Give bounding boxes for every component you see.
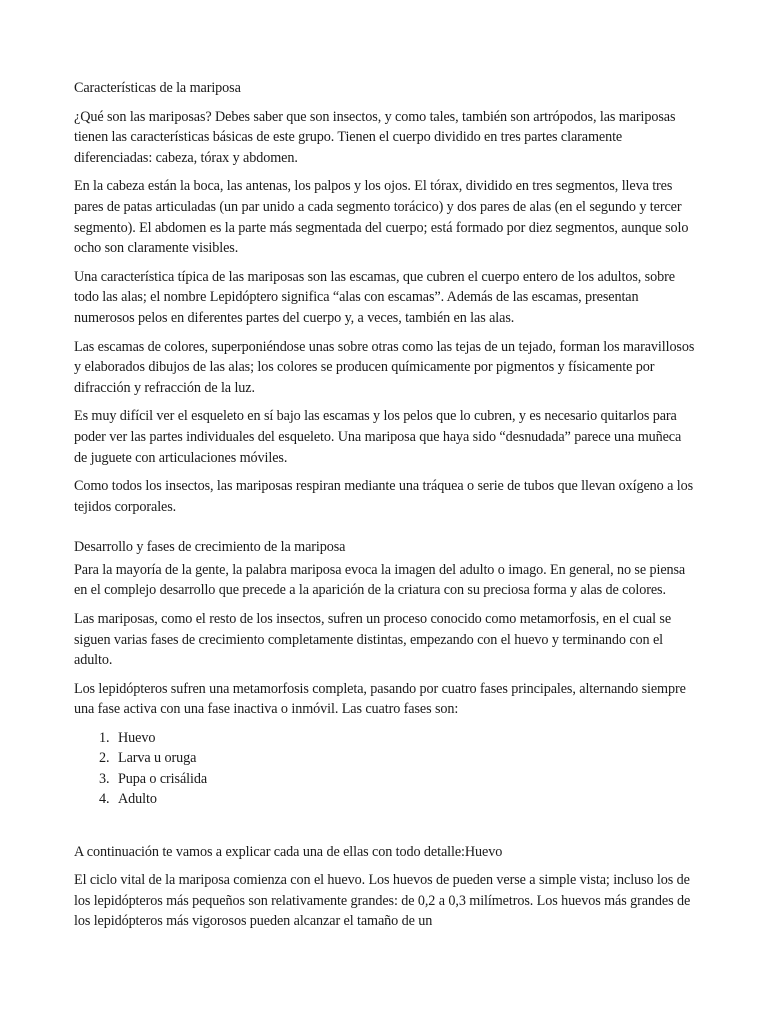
section-heading: Características de la mariposa <box>74 80 241 96</box>
phases-list <box>74 728 696 810</box>
list-number: 4. <box>99 791 110 808</box>
paragraph: Los lepidópteros sufren una metamorfosis completa, pasando por cuatro fases principales, alternando siempre una fase activa con una fase inactiva o inmóvil. Las cuatro fases son: <box>74 680 686 718</box>
paragraph: Como todos los insectos, las mariposas respiran mediante una tráquea o serie de tubos que llevan oxígeno a los tejidos corporales. <box>74 478 694 515</box>
paragraph: Una característica típica de las mariposas son las escamas, que cubren el cuerpo entero de los adultos, sobre todo las alas; el nombre Lepidóptero significa “alas con escamas”. Además de las escamas, presentan numerosos pelos en diferentes partes del cuerpo y, a veces, también en las alas. <box>74 268 675 326</box>
paragraph: ¿Qué son las mariposas? Debes saber que son insectos, y como tales, también son artrópodos, las mariposas tienen las características básicas de este grupo. Tienen el cuerpo dividido en tres partes claramente diferenciadas: cabeza, tórax y abdomen. <box>74 108 676 166</box>
section-heading: Desarrollo y fases de crecimiento de la mariposa <box>74 539 346 556</box>
list-item-label: Adulto <box>118 791 157 808</box>
list-item <box>99 789 696 809</box>
paragraph: En la cabeza están la boca, las antenas, los palpos y los ojos. El tórax, dividido en tres segmentos, lleva tres pares de patas articuladas (un par unido a cada segmento torácico) y dos pares de alas (en el segundo y tercer segmento). El abdomen es la parte más segmentada del cuerpo; está formado por diez segmentos, aunque solo ocho son claramente visibles. <box>74 178 689 257</box>
paragraph: Las escamas de colores, superponiéndose unas sobre otras como las tejas de un tejado, forman los maravillosos y elaborados dibujos de las alas; los colores se producen químicamente por pigmentos y físicamente por difracción y refracción de la luz. <box>74 338 695 396</box>
paragraph: Para la mayoría de la gente, la palabra mariposa evoca la imagen del adulto o imago. En general, no se piensa en el complejo desarrollo que precede a la aparición de la criatura con su preciosa forma y alas de colores. <box>74 561 686 599</box>
list-number: 3. <box>99 770 110 787</box>
document-page <box>74 78 696 940</box>
list-item <box>99 748 696 768</box>
paragraph: El ciclo vital de la mariposa comienza con el huevo. Los huevos de pueden verse a simple vista; incluso los de los lepidópteros más pequeños son relativamente grandes: de 0,2 a 0,3 milímetros. Los huevos más grandes de los lepidópteros más vigorosos pueden alcanzar el tamaño de un <box>74 872 691 930</box>
list-item-label: Pupa o crisálida <box>118 770 208 787</box>
list-item-label: Larva u oruga <box>118 750 197 767</box>
list-item-label: Huevo <box>118 730 156 747</box>
paragraph: Las mariposas, como el resto de los insectos, sufren un proceso conocido como metamorfosis, en el cual se siguen varias fases de crecimiento completamente distintas, empezando con el huevo y terminando con el adulto. <box>74 611 672 669</box>
paragraph: Es muy difícil ver el esqueleto en sí bajo las escamas y los pelos que lo cubren, y es necesario quitarlos para poder ver las partes individuales del esqueleto. Una mariposa que haya sido “desnudada” parece una muñeca de juguete con articulaciones móviles. <box>74 408 682 466</box>
section-heading: A continuación te vamos a explicar cada una de ellas con todo detalle:Huevo <box>74 843 503 860</box>
list-item <box>99 769 696 789</box>
list-number: 2. <box>99 750 110 767</box>
spacer <box>74 810 696 842</box>
list-number: 1. <box>99 730 110 747</box>
list-item <box>99 728 696 748</box>
